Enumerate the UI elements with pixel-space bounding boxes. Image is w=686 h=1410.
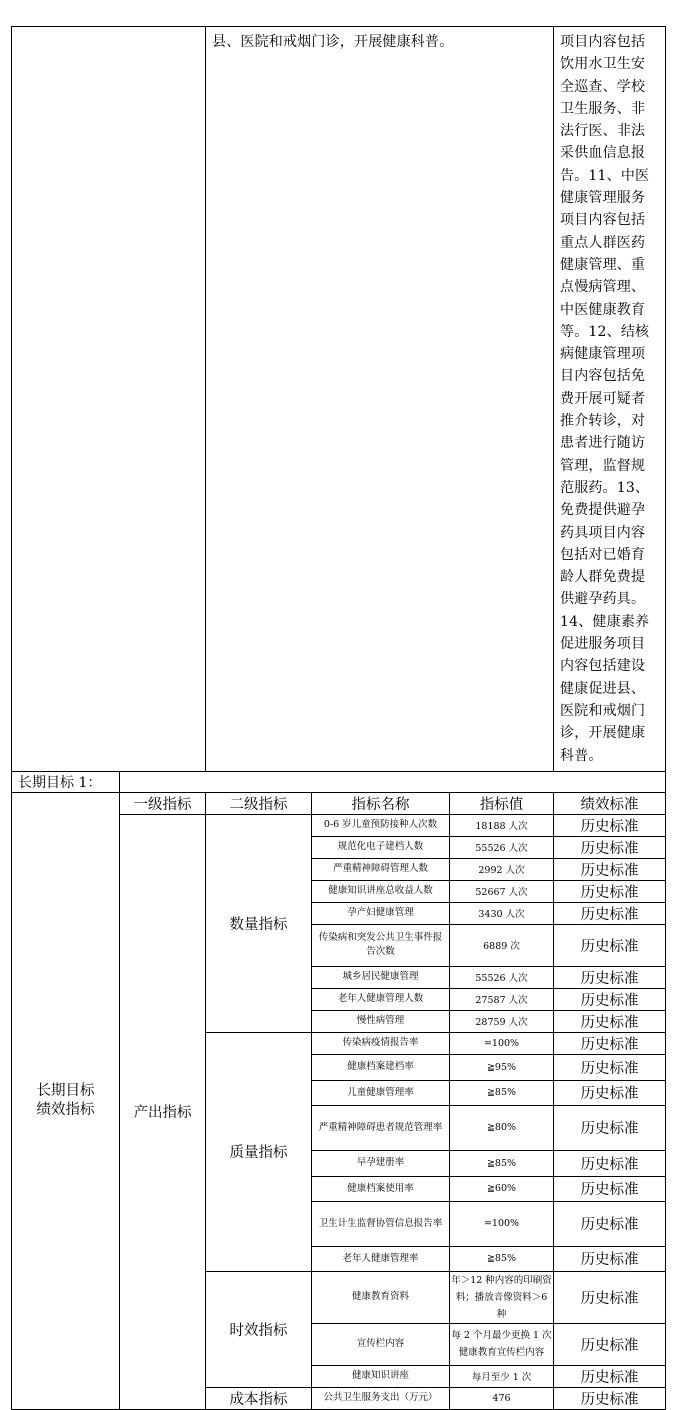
- table-row-name: 公共卫生服务支出（万元）: [312, 1387, 450, 1409]
- header-value: 指标值: [450, 792, 554, 814]
- table-row-name: 健康知识讲座: [312, 1365, 450, 1387]
- table-row-name: 慢性病管理: [312, 1010, 450, 1032]
- table-row-value: ≧85%: [450, 1080, 554, 1105]
- table-row-standard: 历史标准: [554, 858, 666, 880]
- table-row-standard: 历史标准: [554, 1387, 666, 1409]
- header-name: 指标名称: [312, 792, 450, 814]
- table-row-standard: 历史标准: [554, 1201, 666, 1246]
- top-text-right: 项目内容包括饮用水卫生安全巡查、学校卫生服务、非法行医、非法采供血信息报告。11、中医健康管理服务项目内容包括重点人群医药健康管理、重点慢病管理、中医健康教育等。12、结核病健康管理项目内容包括免费开展可疑者推介转诊，对患者进行随访管理，监督规范服药。13、免费提供避孕药具项目内容包括对已婚育龄人群免费提供避孕药具。14、健康素养促进服务项目内容包括建设健康促进县、医院和戒烟门诊，开展健康科普。: [554, 27, 666, 772]
- long-term-goal-label: 长期目标 1：: [12, 771, 120, 792]
- cost-indicator-label: 成本指标: [206, 1387, 312, 1409]
- table-row-name: 健康知识讲座总收益人数: [312, 880, 450, 902]
- performance-table: [11, 26, 666, 1410]
- table-row-standard: 历史标准: [554, 966, 666, 988]
- table-row-name: 严重精神障碍管理人数: [312, 858, 450, 880]
- table-row-standard: 历史标准: [554, 1032, 666, 1054]
- table-row-standard: 历史标准: [554, 1010, 666, 1032]
- table-row-value: 55526 人次: [450, 836, 554, 858]
- table-row-standard: 历史标准: [554, 880, 666, 902]
- table-row-value: 3430 人次: [450, 902, 554, 924]
- table-row-name: 健康档案建档率: [312, 1054, 450, 1080]
- table-row-standard: 历史标准: [554, 1054, 666, 1080]
- table-row-value: =100%: [450, 1201, 554, 1246]
- quantity-indicator-label: 数量指标: [206, 814, 312, 1032]
- table-row-standard: 历史标准: [554, 814, 666, 836]
- table-row-value: ≧85%: [450, 1246, 554, 1271]
- top-text-left: 县、医院和戒烟门诊，开展健康科普。: [206, 27, 554, 772]
- table-row-name: 严重精神障碍患者规范管理率: [312, 1105, 450, 1150]
- table-row-name: 传染病和突发公共卫生事件报告次数: [312, 924, 450, 966]
- table-row-name: 0-6 岁儿童预防接种人次数: [312, 814, 450, 836]
- table-row-standard: 历史标准: [554, 1105, 666, 1150]
- table-row-name: 健康档案使用率: [312, 1176, 450, 1201]
- table-row-name: 传染病疫情报告率: [312, 1032, 450, 1054]
- top-left-empty-cell: [12, 27, 206, 772]
- table-row-value: 6889 次: [450, 924, 554, 966]
- long-term-goal-value: [120, 771, 666, 792]
- header-level1: 一级指标: [120, 792, 206, 814]
- table-row-standard: 历史标准: [554, 1323, 666, 1365]
- timeliness-indicator-label: 时效指标: [206, 1271, 312, 1387]
- table-row-value: ≧60%: [450, 1176, 554, 1201]
- table-row-standard: 历史标准: [554, 924, 666, 966]
- table-row-value: 年＞12 种内容的印刷资料；播放音像资料＞6 种: [450, 1271, 554, 1323]
- table-row-standard: 历史标准: [554, 1080, 666, 1105]
- table-row-value: 每 2 个月最少更换 1 次健康教育宣传栏内容: [450, 1323, 554, 1365]
- long-term-performance-label: 长期目标 绩效指标: [12, 792, 120, 1409]
- table-row-name: 老年人健康管理率: [312, 1246, 450, 1271]
- table-row-value: ≧95%: [450, 1054, 554, 1080]
- table-row-name: 宣传栏内容: [312, 1323, 450, 1365]
- table-row-name: 城乡居民健康管理: [312, 966, 450, 988]
- table-row-standard: 历史标准: [554, 1271, 666, 1323]
- table-row-name: 老年人健康管理人数: [312, 988, 450, 1010]
- table-row-value: 18188 人次: [450, 814, 554, 836]
- table-row-value: 27587 人次: [450, 988, 554, 1010]
- table-row-standard: 历史标准: [554, 836, 666, 858]
- table-row-standard: 历史标准: [554, 988, 666, 1010]
- table-row-name: 早孕建册率: [312, 1150, 450, 1176]
- output-indicator-label: 产出指标: [120, 814, 206, 1409]
- table-row-value: =100%: [450, 1032, 554, 1054]
- table-row-name: 孕产妇健康管理: [312, 902, 450, 924]
- table-row-value: 2992 人次: [450, 858, 554, 880]
- table-row-name: 健康教育资料: [312, 1271, 450, 1323]
- table-row-standard: 历史标准: [554, 1246, 666, 1271]
- table-row-value: 每月至少 1 次: [450, 1365, 554, 1387]
- header-standard: 绩效标准: [554, 792, 666, 814]
- table-row-name: 规范化电子建档人数: [312, 836, 450, 858]
- quality-indicator-label: 质量指标: [206, 1032, 312, 1271]
- header-level2: 二级指标: [206, 792, 312, 814]
- table-row-value: 52667 人次: [450, 880, 554, 902]
- table-row-value: 476: [450, 1387, 554, 1409]
- table-row-name: 儿童健康管理率: [312, 1080, 450, 1105]
- table-row-standard: 历史标准: [554, 1150, 666, 1176]
- table-row-standard: 历史标准: [554, 1365, 666, 1387]
- table-row-value: ≧85%: [450, 1150, 554, 1176]
- table-row-value: 28759 人次: [450, 1010, 554, 1032]
- table-row-value: ≧80%: [450, 1105, 554, 1150]
- table-row-value: 55526 人次: [450, 966, 554, 988]
- table-row-standard: 历史标准: [554, 1176, 666, 1201]
- table-row-standard: 历史标准: [554, 902, 666, 924]
- table-row-name: 卫生计生监督协管信息报告率: [312, 1201, 450, 1246]
